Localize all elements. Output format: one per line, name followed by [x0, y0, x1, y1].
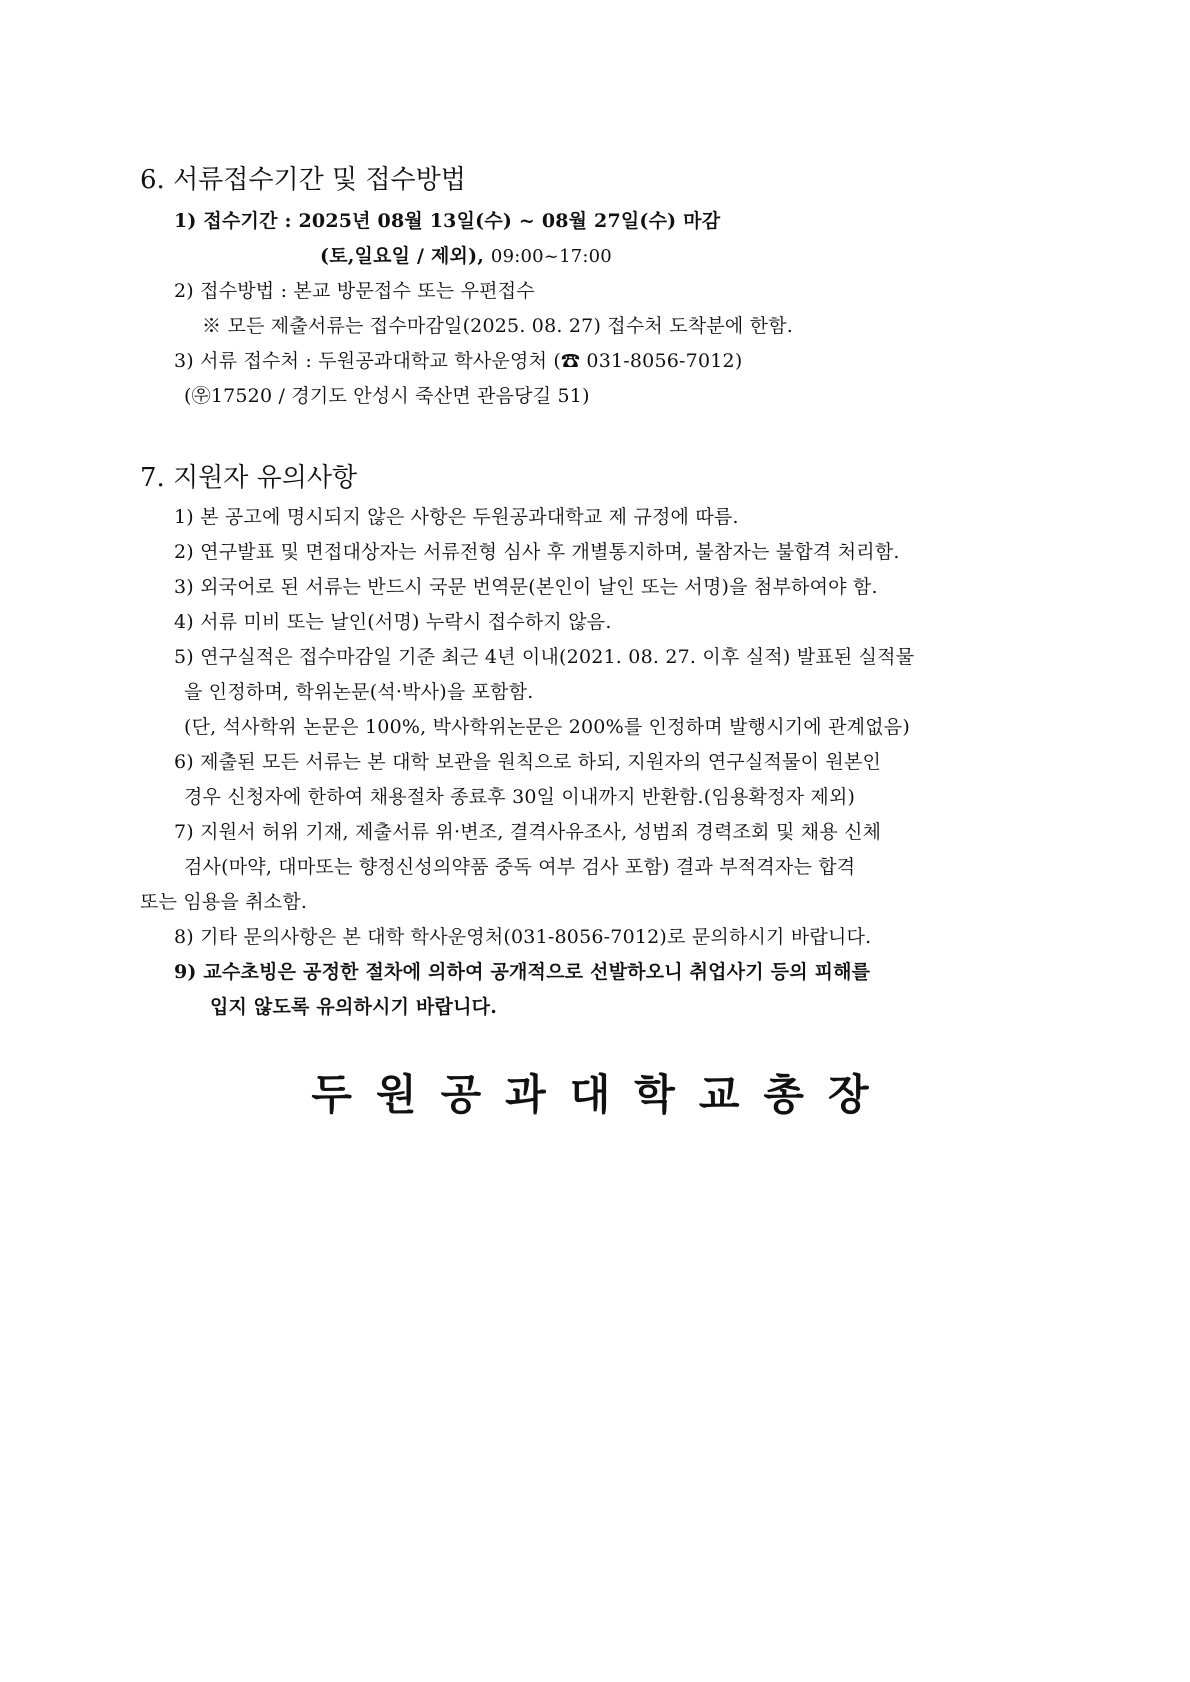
notice-item-9: 9) 교수초빙은 공정한 절차에 의하여 공개적으로 선발하오니 취업사기 등의 피해를	[174, 961, 871, 983]
submission-method: 2) 접수방법 : 본교 방문접수 또는 우편접수	[174, 280, 535, 302]
notice-item-2: 2) 연구발표 및 면접대상자는 서류전형 심사 후 개별통지하며, 불참자는 불합격 처리함.	[174, 541, 900, 563]
submission-deadline-note: ※ 모든 제출서류는 접수마감일(2025. 08. 27) 접수처 도착분에 한함.	[202, 315, 794, 337]
submission-office: 3) 서류 접수처 : 두원공과대학교 학사운영처 (☎ 031-8056-7012)	[174, 350, 743, 372]
notice-item-9-cont: 입지 않도록 유의하시기 바랍니다.	[210, 996, 498, 1018]
notice-item-3: 3) 외국어로 된 서류는 반드시 국문 번역문(본인이 날인 또는 서명)을 첨부하여야 함.	[174, 576, 878, 598]
notice-item-5-note: (단, 석사학위 논문은 100%, 박사학위논문은 200%를 인정하며 발행시기에 관계없음)	[184, 716, 910, 738]
notice-item-6: 6) 제출된 모든 서류는 본 대학 보관을 원칙으로 하되, 지원자의 연구실적물이 원본인	[174, 751, 882, 773]
notice-item-4: 4) 서류 미비 또는 날인(서명) 누락시 접수하지 않음.	[174, 611, 612, 633]
notice-item-1: 1) 본 공고에 명시되지 않은 사항은 두원공과대학교 제 규정에 따름.	[174, 506, 739, 528]
notice-item-6-cont: 경우 신청자에 한하여 채용절차 종료후 30일 이내까지 반환함.(임용확정자 제외)	[184, 786, 856, 808]
section-6	[140, 158, 1060, 414]
office-hours: 09:00~17:00	[490, 246, 612, 267]
notice-item-5-cont: 을 인정하며, 학위논문(석·박사)을 포함함.	[184, 681, 534, 703]
notice-item-8: 8) 기타 문의사항은 본 대학 학사운영처(031-8056-7012)로 문의하시기 바랍니다.	[174, 926, 872, 948]
section-7-title: 7. 지원자 유의사항	[140, 463, 358, 493]
section-7	[140, 456, 1060, 1025]
notice-item-7-end: 또는 임용을 취소함.	[140, 891, 308, 913]
notice-item-7: 7) 지원서 허위 기재, 제출서류 위·변조, 결격사유조사, 성범죄 경력조회 및 채용 신체	[174, 821, 882, 843]
notice-item-5: 5) 연구실적은 접수마감일 기준 최근 4년 이내(2021. 08. 27. 이후 실적) 발표된 실적물	[174, 646, 915, 668]
president-signature: 두원공과대학교총장	[311, 1070, 893, 1119]
submission-address: (㉾17520 / 경기도 안성시 죽산면 관음당길 51)	[184, 385, 590, 407]
section-6-title: 6. 서류접수기간 및 접수방법	[140, 165, 466, 195]
weekend-exclusion: (토,일요일 / 제외),	[320, 245, 491, 267]
notice-item-7-cont: 검사(마약, 대마또는 향정신성의약품 중독 여부 검사 포함) 결과 부적격자는 합격	[184, 856, 856, 878]
submission-period-exclusion	[140, 239, 1060, 274]
submission-period: 1) 접수기간 : 2025년 08월 13일(수) ~ 08월 27일(수) 마감	[174, 210, 721, 232]
